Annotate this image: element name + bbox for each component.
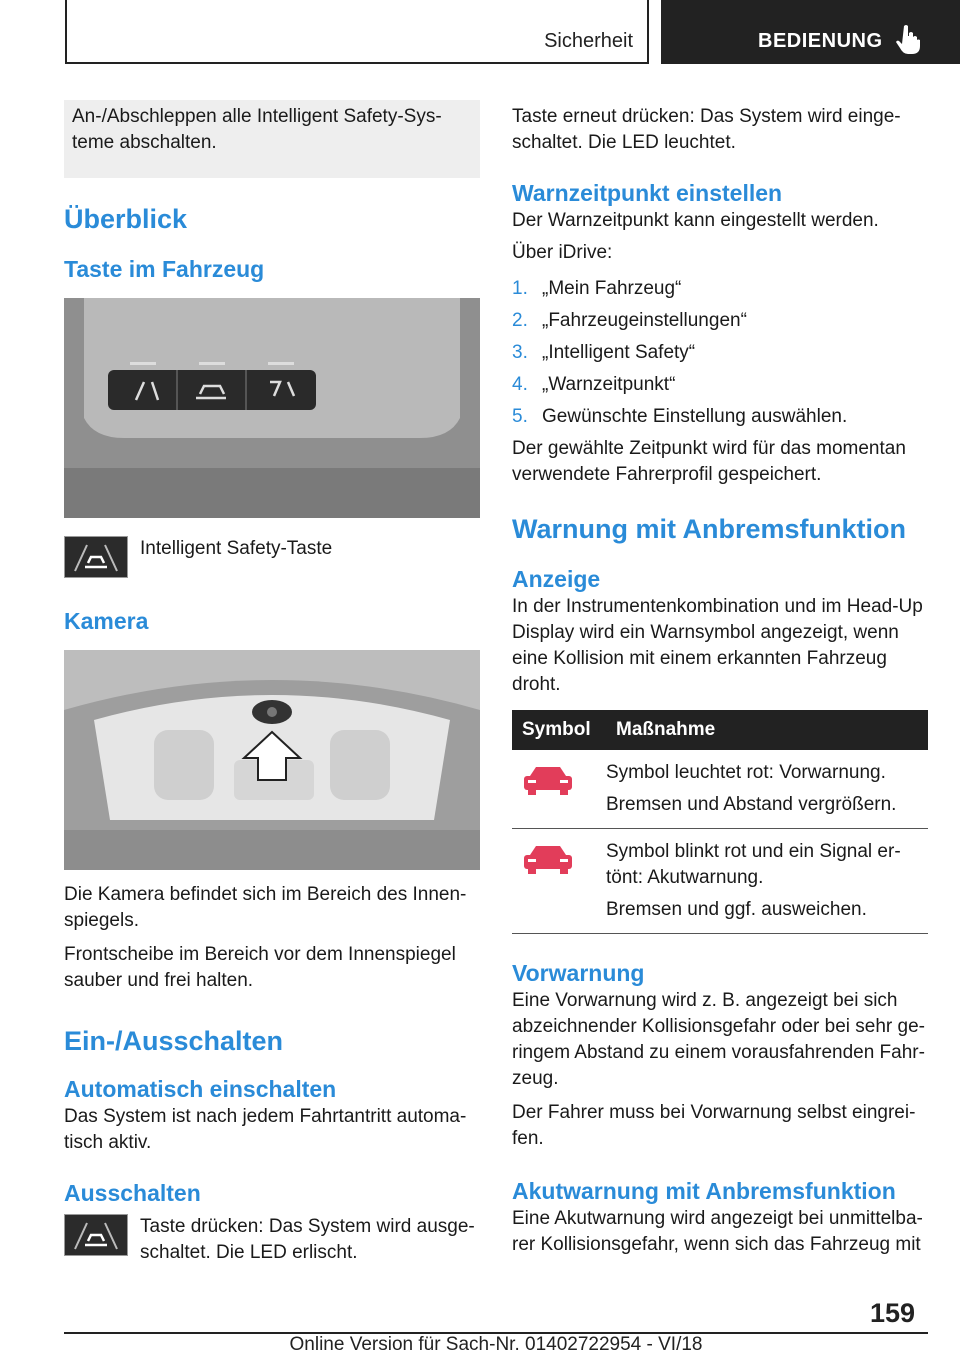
list-item [512,340,928,366]
step-text: „Fahrzeugeinstellungen“ [542,310,747,331]
header-section-title: Sicherheit [65,0,649,64]
warn-time-text-3: Der gewählte Zeitpunkt wird für das momentan verwendete Fahrerprofil gespeichert. [512,438,906,485]
off-text: Taste drücken: Das System wird ausgeschaltet. Die LED erlischt. [140,1216,475,1263]
hand-pointer-icon [895,24,921,54]
pre-warning-text-2: Der Fahrer muss bei Vorwarnung selbst eingreifen. [512,1102,916,1149]
page-number: 159 [870,1298,916,1328]
on-text: Taste erneut drücken: Das System wird eingeschaltet. Die LED leuchtet. [512,106,901,153]
table-row [512,829,928,934]
left-column [64,100,480,1266]
windshield-illustration [64,650,480,870]
step-text: „Intelligent Safety“ [542,342,696,363]
intelligent-safety-button-icon [64,536,128,578]
list-item [512,372,928,398]
button-photo [64,298,480,518]
camera-text-2: Frontscheibe im Bereich vor dem Innenspiegel sauber und frei halten. [64,944,456,991]
display-heading: Anzeige [512,566,601,592]
button-caption: Intelligent Safety-Taste [140,538,333,559]
pre-warning-text-1: Eine Vorwarnung wird z. B. angezeigt bei sich abzeichnender Kollisionsgefahr oder bei sehr geringem Abstand zu einem vorausfahrenden Fahrzeug. [512,990,925,1089]
step-number: 5. [512,406,528,427]
display-text: In der Instrumentenkombination und im Head-Up Display wird ein Warnsymbol angezeigt, wenn eine Kollision mit einem erkannten Fahrzeug droht. [512,596,923,695]
warn-time-text-1: Der Warnzeitpunkt kann eingestellt werden. [512,210,879,231]
step-number: 4. [512,374,528,395]
list-item [512,276,928,302]
camera-photo [64,650,480,870]
action-line-2: Bremsen und ggf. ausweichen. [606,899,867,920]
step-number: 2. [512,310,528,331]
list-item [512,404,928,430]
action-cell [606,829,928,934]
warn-time-heading: Warnzeitpunkt einstellen [512,180,783,206]
symbol-table [512,710,928,934]
off-heading: Ausschalten [64,1180,201,1206]
symbol-cell [512,750,606,829]
acute-warning-heading: Akutwarnung mit Anbremsfunktion [512,1178,896,1204]
step-text: „Mein Fahrzeug“ [542,278,682,299]
table-header-action: Maßnahme [606,710,928,750]
symbol-cell [512,829,606,934]
warn-time-text-2: Über iDrive: [512,242,613,263]
footer-version-text: Online Version für Sach-Nr. 01402722954 - VI/18 [289,1334,703,1355]
acute-warning-text: Eine Akutwarnung wird angezeigt bei unmittelbarer Kollisionsgefahr, wenn sich das Fahrzeug mit [512,1208,923,1255]
step-text: „Warnzeitpunkt“ [542,374,676,395]
button-caption-row [64,536,480,578]
red-car-warning-icon [522,843,574,875]
overview-heading: Überblick [64,204,188,234]
action-cell [606,750,928,829]
table-header-symbol: Symbol [512,710,606,750]
step-text: Gewünschte Einstellung auswählen. [542,406,848,427]
onoff-heading: Ein-/Ausschalten [64,1026,284,1056]
step-number: 3. [512,342,528,363]
action-line-2: Bremsen und Abstand vergrößern. [606,794,897,815]
idrive-steps [512,276,928,430]
step-number: 1. [512,278,528,299]
list-item [512,308,928,334]
button-panel-illustration [64,298,480,518]
red-car-warning-icon [522,764,574,796]
off-row [64,1214,480,1266]
pre-warning-heading: Vorwarnung [512,960,645,986]
action-line-1: Symbol leuchtet rot: Vorwarnung. [606,762,886,783]
header-chapter-title: BEDIENUNG [661,0,960,64]
towing-note: An-/Abschleppen alle Intelligent Safety-Systeme abschalten. [64,100,480,178]
right-column [512,100,928,1258]
button-heading: Taste im Fahrzeug [64,256,265,282]
camera-heading: Kamera [64,608,149,634]
auto-text: Das System ist nach jedem Fahrtantritt automatisch aktiv. [64,1106,467,1153]
brake-heading: Warnung mit Anbremsfunktion [512,514,906,544]
camera-text-1: Die Kamera befindet sich im Bereich des Innenspiegels. [64,884,467,931]
table-row [512,750,928,829]
action-line-1: Symbol blinkt rot und ein Signal ertönt: Akutwarnung. [606,841,901,888]
auto-heading: Automatisch einschalten [64,1076,337,1102]
intelligent-safety-button-icon-small [64,1214,128,1256]
